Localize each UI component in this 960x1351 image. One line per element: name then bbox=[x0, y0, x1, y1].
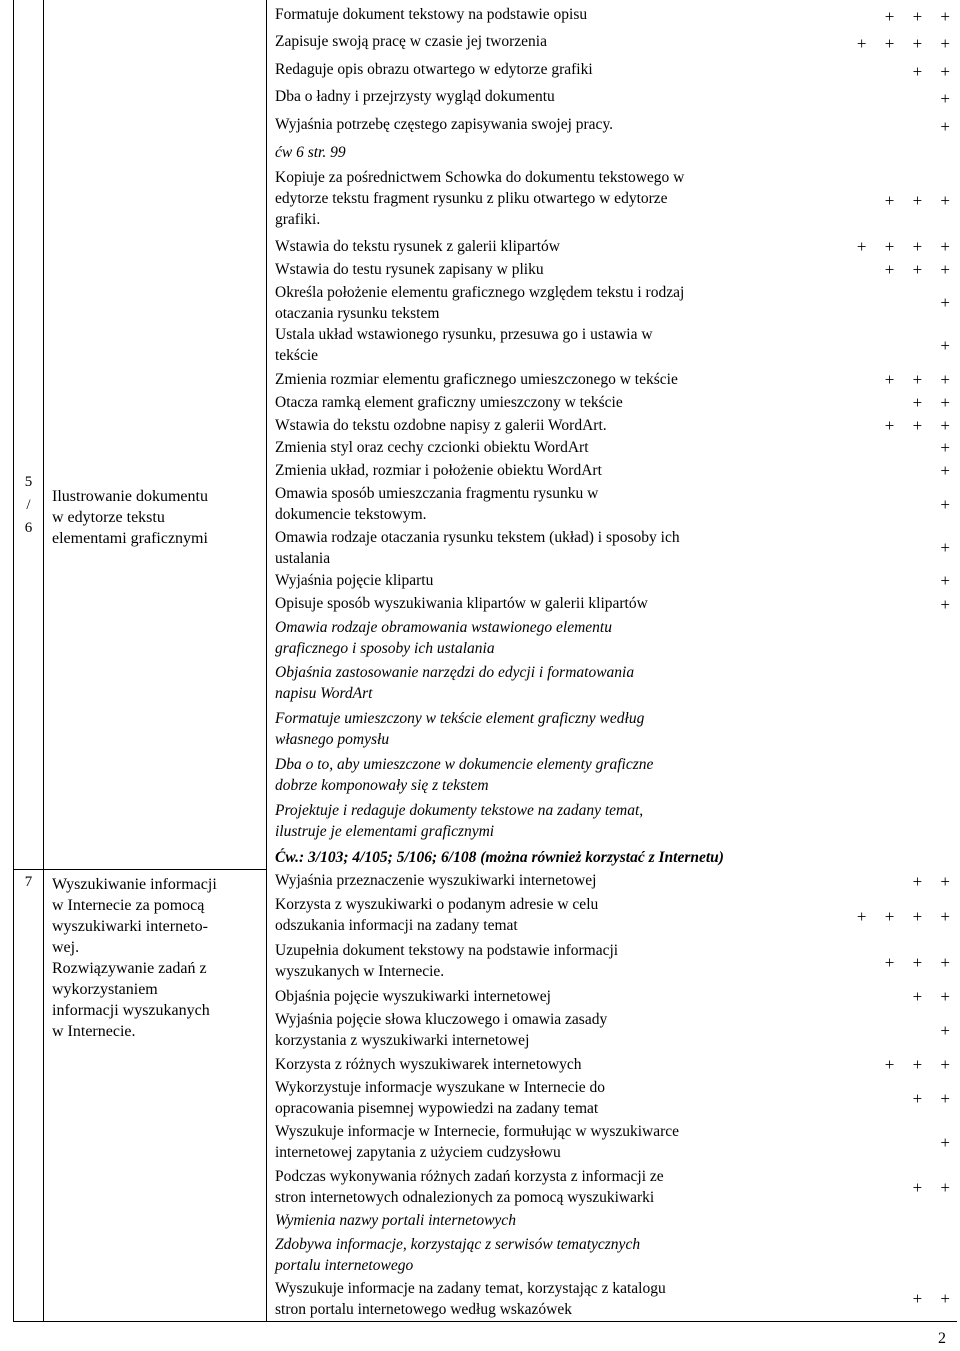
requirement-text: Wstawia do tekstu rysunek z galerii klipartów bbox=[275, 238, 560, 255]
requirement-row bbox=[270, 369, 956, 392]
column-divider-topic bbox=[266, 0, 267, 1322]
level-marks: + bbox=[940, 336, 950, 355]
requirement-text: Omawia rodzaje obramowania wstawionego elementu graficznego i sposoby ich ustalania bbox=[275, 619, 612, 657]
requirement-text: Zdobywa informacje, korzystając z serwisów tematycznych portalu internetowego bbox=[275, 1236, 641, 1274]
level-marks: + + + + bbox=[856, 907, 950, 926]
requirement-row bbox=[270, 1077, 956, 1121]
requirement-row bbox=[270, 570, 956, 593]
level-marks: + bbox=[940, 89, 950, 108]
requirement-text: Omawia sposób umieszczania fragmentu rysunku w dokumencie tekstowym. bbox=[275, 485, 599, 523]
level-marks: + + + bbox=[884, 416, 950, 435]
requirement-row bbox=[270, 437, 956, 460]
requirement-text: Uzupełnia dokument tekstowy na podstawie informacji wyszukanych w Internecie. bbox=[275, 942, 619, 980]
level-marks: + + bbox=[912, 62, 950, 81]
requirement-row bbox=[270, 142, 956, 167]
requirement-text: Kopiuje za pośrednictwem Schowka do dokumentu tekstowego w edytorze tekstu fragment rysunku z pliku otwartego w edytorze grafiki. bbox=[275, 169, 685, 228]
requirement-text: Ustala układ wstawionego rysunku, przesuwa go i ustawia w tekście bbox=[275, 326, 653, 364]
requirement-text: Opisuje sposób wyszukiwania klipartów w galerii klipartów bbox=[275, 595, 648, 612]
requirement-text: ćw 6 str. 99 bbox=[275, 144, 346, 161]
level-marks: + bbox=[940, 595, 950, 614]
requirement-text: Wyjaśnia potrzebę częstego zapisywania swojej pracy. bbox=[275, 116, 614, 133]
level-marks: + + + bbox=[884, 953, 950, 972]
requirement-text: Wstawia do testu rysunek zapisany w pliku bbox=[275, 261, 544, 278]
level-marks: + + + bbox=[884, 370, 950, 389]
requirement-row bbox=[270, 236, 956, 259]
requirement-row bbox=[270, 894, 956, 940]
requirement-text: Wykorzystuje informacje wyszukane w Internecie do opracowania pisemnej wypowiedzi na zadany temat bbox=[275, 1079, 606, 1117]
requirement-row bbox=[270, 1121, 956, 1166]
requirement-row bbox=[270, 59, 956, 86]
requirement-text: Zmienia układ, rozmiar i położenie obiektu WordArt bbox=[275, 462, 602, 479]
level-marks: + bbox=[940, 1021, 950, 1040]
requirement-row bbox=[270, 1210, 956, 1234]
column-divider-number bbox=[43, 0, 44, 1322]
level-marks: + bbox=[940, 1133, 950, 1152]
page-number: 2 bbox=[938, 1330, 946, 1347]
level-marks: + + bbox=[912, 872, 950, 891]
requirement-row bbox=[270, 415, 956, 437]
table-border-bottom bbox=[13, 1321, 957, 1322]
level-marks: + bbox=[940, 461, 950, 480]
level-marks: + + + + bbox=[856, 34, 950, 53]
requirement-row bbox=[270, 483, 956, 527]
requirement-text: Wyjaśnia przeznaczenie wyszukiwarki internetowej bbox=[275, 872, 597, 889]
requirement-text: Określa położenie elementu graficznego względem tekstu i rodzaj otaczania rysunku tekstem bbox=[275, 284, 685, 322]
requirement-row bbox=[270, 1234, 956, 1278]
requirement-row bbox=[270, 392, 956, 415]
requirement-row bbox=[270, 870, 956, 894]
requirement-row bbox=[270, 1166, 956, 1210]
level-marks: + + bbox=[912, 1089, 950, 1108]
level-marks: + bbox=[940, 438, 950, 457]
level-marks: + + bbox=[912, 393, 950, 412]
level-marks: + bbox=[940, 495, 950, 514]
lesson-topic: Ilustrowanie dokumentu w edytorze tekstu elementami graficznymi bbox=[52, 488, 208, 547]
level-marks: + + + + bbox=[856, 237, 950, 256]
requirement-row bbox=[270, 617, 956, 662]
level-marks: + + + bbox=[884, 7, 950, 26]
requirement-text: Wymienia nazwy portali internetowych bbox=[275, 1212, 516, 1229]
level-marks: + + bbox=[912, 1178, 950, 1197]
requirement-text: Dba o to, aby umieszczone w dokumencie elementy graficzne dobrze komponowały się z tekstem bbox=[275, 756, 654, 794]
requirement-row bbox=[270, 86, 956, 113]
lesson-divider bbox=[13, 869, 267, 870]
requirement-row bbox=[270, 593, 956, 617]
requirement-text: Dba o ładny i przejrzysty wygląd dokumentu bbox=[275, 88, 555, 105]
requirement-row bbox=[270, 986, 956, 1009]
requirement-row bbox=[270, 4, 956, 31]
level-marks: + + + bbox=[884, 1055, 950, 1074]
requirement-row bbox=[270, 800, 956, 847]
requirement-text: Wyszukuje informacje na zadany temat, korzystając z katalogu stron portalu internetowego według wskazówek bbox=[275, 1280, 666, 1318]
requirement-text: Zmienia styl oraz cechy czcionki obiektu WordArt bbox=[275, 439, 589, 456]
requirement-text: Formatuje dokument tekstowy na podstawie opisu bbox=[275, 6, 588, 23]
requirement-row bbox=[270, 847, 956, 868]
requirement-row bbox=[270, 282, 956, 324]
level-marks: + + bbox=[912, 1289, 950, 1308]
requirement-text: Korzysta z różnych wyszukiwarek internetowych bbox=[275, 1056, 582, 1073]
requirement-text: Projektuje i redaguje dokumenty tekstowe na zadany temat, ilustruje je elementami graficznymi bbox=[275, 802, 644, 840]
requirement-text: Zmienia rozmiar elementu graficznego umieszczonego w tekście bbox=[275, 371, 678, 388]
requirement-text: Podczas wykonywania różnych zadań korzysta z informacji ze stron internetowych odnalezionych za pomocą wyszukiwarki bbox=[275, 1168, 664, 1206]
requirement-text: Korzysta z wyszukiwarki o podanym adresie w celu odszukania informacji na zadany temat bbox=[275, 896, 599, 934]
requirement-row bbox=[270, 31, 956, 58]
requirement-row bbox=[270, 1278, 956, 1321]
requirement-row bbox=[270, 460, 956, 483]
level-marks: + bbox=[940, 117, 950, 136]
requirement-row bbox=[270, 167, 956, 236]
requirement-text: Redaguje opis obrazu otwartego w edytorze grafiki bbox=[275, 61, 593, 78]
requirement-text: Formatuje umieszczony w tekście element graficzny według własnego pomysłu bbox=[275, 710, 645, 748]
level-marks: + + + bbox=[884, 260, 950, 279]
level-marks: + bbox=[940, 538, 950, 557]
requirement-text: Omawia rodzaje otaczania rysunku tekstem (układ) i sposoby ich ustalania bbox=[275, 529, 680, 567]
requirement-row bbox=[270, 662, 956, 708]
lesson-number: 7 bbox=[24, 874, 33, 890]
requirement-text: Objaśnia zastosowanie narzędzi do edycji i formatowania napisu WordArt bbox=[275, 664, 635, 702]
requirement-row bbox=[270, 324, 956, 369]
lesson-number: 5 / 6 bbox=[24, 474, 33, 536]
requirement-text: Wstawia do tekstu ozdobne napisy z galerii WordArt. bbox=[275, 417, 607, 434]
level-marks: + bbox=[940, 293, 950, 312]
requirement-row bbox=[270, 754, 956, 800]
requirement-row bbox=[270, 259, 956, 282]
requirement-text: Zapisuje swoją pracę w czasie jej tworzenia bbox=[275, 33, 547, 50]
requirement-text: Wyjaśnia pojęcie klipartu bbox=[275, 572, 434, 589]
level-marks: + + bbox=[912, 987, 950, 1006]
requirement-text: Wyszukuje informacje w Internecie, formułując w wyszukiwarce internetowej zapytania z użyciem cudzysłowu bbox=[275, 1123, 680, 1161]
level-marks: + + + bbox=[884, 191, 950, 210]
requirement-row bbox=[270, 1009, 956, 1054]
requirement-text: Objaśnia pojęcie wyszukiwarki internetowej bbox=[275, 988, 551, 1005]
requirement-row bbox=[270, 1054, 956, 1077]
requirement-text: Otacza ramką element graficzny umieszczony w tekście bbox=[275, 394, 623, 411]
table-border-left bbox=[13, 0, 14, 1322]
requirement-row bbox=[270, 527, 956, 570]
requirement-text: Ćw.: 3/103; 4/105; 5/106; 6/108 (można również korzystać z Internetu) bbox=[275, 849, 724, 866]
requirement-row bbox=[270, 114, 956, 141]
requirement-row bbox=[270, 708, 956, 754]
lesson-topic: Wyszukiwanie informacji w Internecie za pomocą wyszukiwarki interneto- wej. Rozwiązywanie zadań z wykorzystaniem informacji wyszukanych w Internecie. bbox=[52, 876, 217, 1040]
level-marks: + bbox=[940, 571, 950, 590]
requirement-row bbox=[270, 940, 956, 986]
requirement-text: Wyjaśnia pojęcie słowa kluczowego i omawia zasady korzystania z wyszukiwarki internetowej bbox=[275, 1011, 608, 1049]
